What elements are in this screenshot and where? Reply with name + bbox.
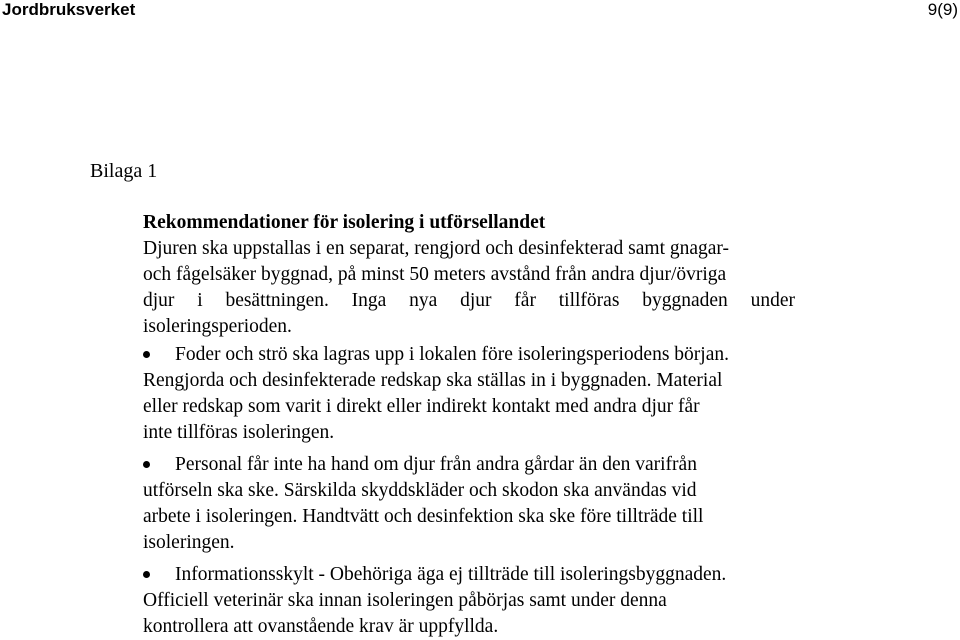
header-organization: Jordbruksverket [2, 0, 136, 19]
word: får [514, 290, 536, 311]
bullet-icon [143, 461, 150, 468]
word: besättningen. [225, 290, 329, 311]
word: i [197, 290, 203, 311]
intro-line: och fågelsäker byggnad, på minst 50 meters avstånd från andra djur/övriga [143, 264, 727, 285]
paragraph-line: isoleringen. [143, 532, 235, 553]
paragraph-line: Officiell veterinär ska innan isoleringen påbörjas samt under denna [143, 590, 667, 611]
intro-line-justified [143, 288, 795, 314]
bullet-item [143, 452, 803, 478]
paragraph-line: utförseln ska ske. Särskilda skyddskläder och skodon ska användas vid [143, 480, 697, 501]
paragraph-line: arbete i isoleringen. Handtvätt och desinfektion ska ske före tillträde till [143, 506, 704, 527]
bullet-item [143, 342, 803, 368]
bullet-icon [143, 351, 150, 358]
intro-line: Djuren ska uppstallas i en separat, rengjord och desinfekterad samt gnagar- [143, 238, 730, 259]
word: nya [409, 290, 438, 311]
paragraph-line: kontrollera att ovanstående krav är uppfyllda. [143, 616, 499, 637]
word: under [750, 290, 795, 311]
paragraph-line: Rengjorda och desinfekterade redskap ska ställas in i byggnaden. Material [143, 370, 723, 391]
page-number: 9(9) [927, 0, 958, 19]
paragraph-line: eller redskap som varit i direkt eller indirekt kontakt med andra djur får [143, 396, 700, 417]
paragraph-line: inte tillföras isoleringen. [143, 422, 335, 443]
bullet-text: Informationsskylt - Obehöriga äga ej tillträde till isoleringsbyggnaden. [175, 564, 727, 585]
word: byggnaden [642, 290, 728, 311]
recommendations-section [143, 210, 803, 640]
word: tillföras [558, 290, 620, 311]
word: djur [143, 290, 175, 311]
intro-line: isoleringsperioden. [143, 316, 292, 337]
bullet-icon [143, 571, 150, 578]
word: djur [460, 290, 492, 311]
bullet-text: Foder och strö ska lagras upp i lokalen före isoleringsperiodens början. [175, 344, 729, 365]
word: Inga [351, 290, 387, 311]
section-heading: Rekommendationer för isolering i utförsellandet [143, 212, 546, 233]
bullet-item [143, 562, 803, 588]
bullet-text: Personal får inte ha hand om djur från andra gårdar än den varifrån [175, 454, 697, 475]
appendix-label: Bilaga 1 [90, 160, 158, 182]
